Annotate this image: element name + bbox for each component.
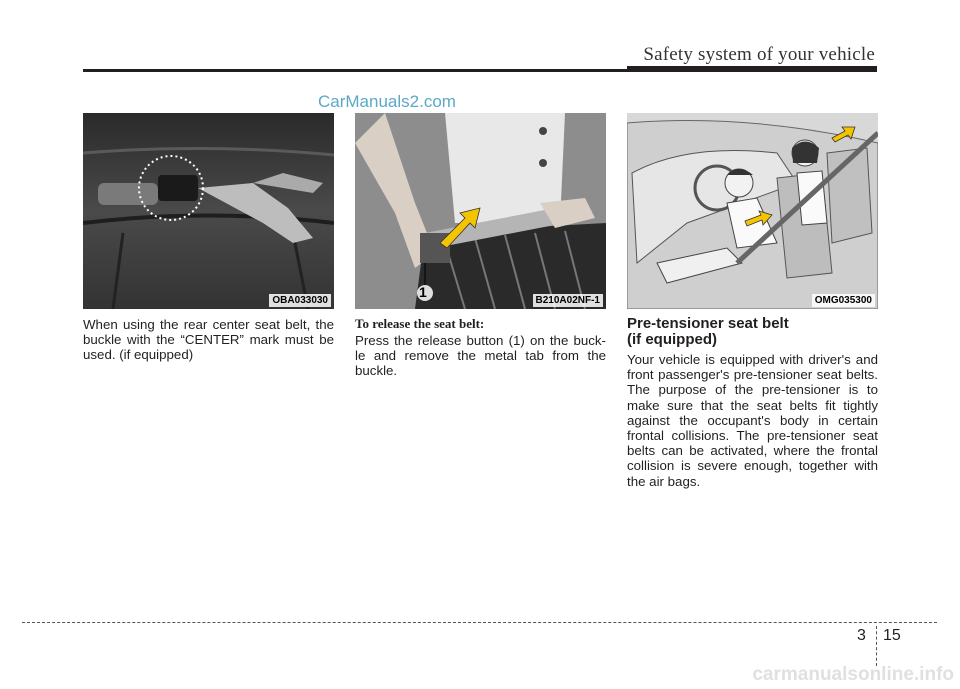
- page-header-title: Safety system of your vehicle: [643, 44, 875, 65]
- footer-rule: [22, 622, 937, 623]
- figure-release-belt: [355, 113, 606, 309]
- page-number: 15: [883, 627, 901, 644]
- release-belt-illustration: [355, 113, 606, 309]
- pretensioner-paragraph: Your vehicle is equipped with driver's and front passenger's pre-tensioner seat belts. The purpose of the pre-tensioner is to make sure that the seat belts fit tightly against the occupant's body in certain frontal collisions. The pre-tensioner seat belts can be activated, where the frontal collision is severe enough, together with the air bags.: [627, 352, 878, 489]
- center-belt-illustration: [83, 113, 334, 309]
- center-belt-paragraph: When using the rear center seat belt, the buckle with the “CENTER” mark must be used. (if equipped): [83, 317, 334, 363]
- chapter-number: 3: [857, 627, 866, 644]
- pretensioner-title-line2: (if equipped): [627, 331, 717, 348]
- pretensioner-section-title: [627, 316, 878, 348]
- figure-center-belt-buckle: [83, 113, 334, 309]
- release-button-callout: 1: [419, 284, 427, 300]
- figure-pretensioner: [627, 113, 878, 309]
- watermark-link[interactable]: CarManuals2.com: [318, 92, 456, 111]
- figure-code: OBA033030: [269, 294, 331, 307]
- pretensioner-title-line1: Pre-tensioner seat belt: [627, 315, 789, 332]
- page-number-divider: [876, 626, 877, 666]
- figure-code: OMG035300: [812, 294, 875, 307]
- pretensioner-illustration: [627, 113, 878, 309]
- site-watermark: carmanualsonline.info: [752, 664, 954, 685]
- release-belt-heading: To release the seat belt:: [355, 316, 485, 331]
- release-belt-paragraph: Press the release button (1) on the buck-le and remove the metal tab from the buckle.: [355, 333, 606, 379]
- header-rule-accent: [627, 66, 877, 72]
- figure-code: B210A02NF-1: [533, 294, 603, 307]
